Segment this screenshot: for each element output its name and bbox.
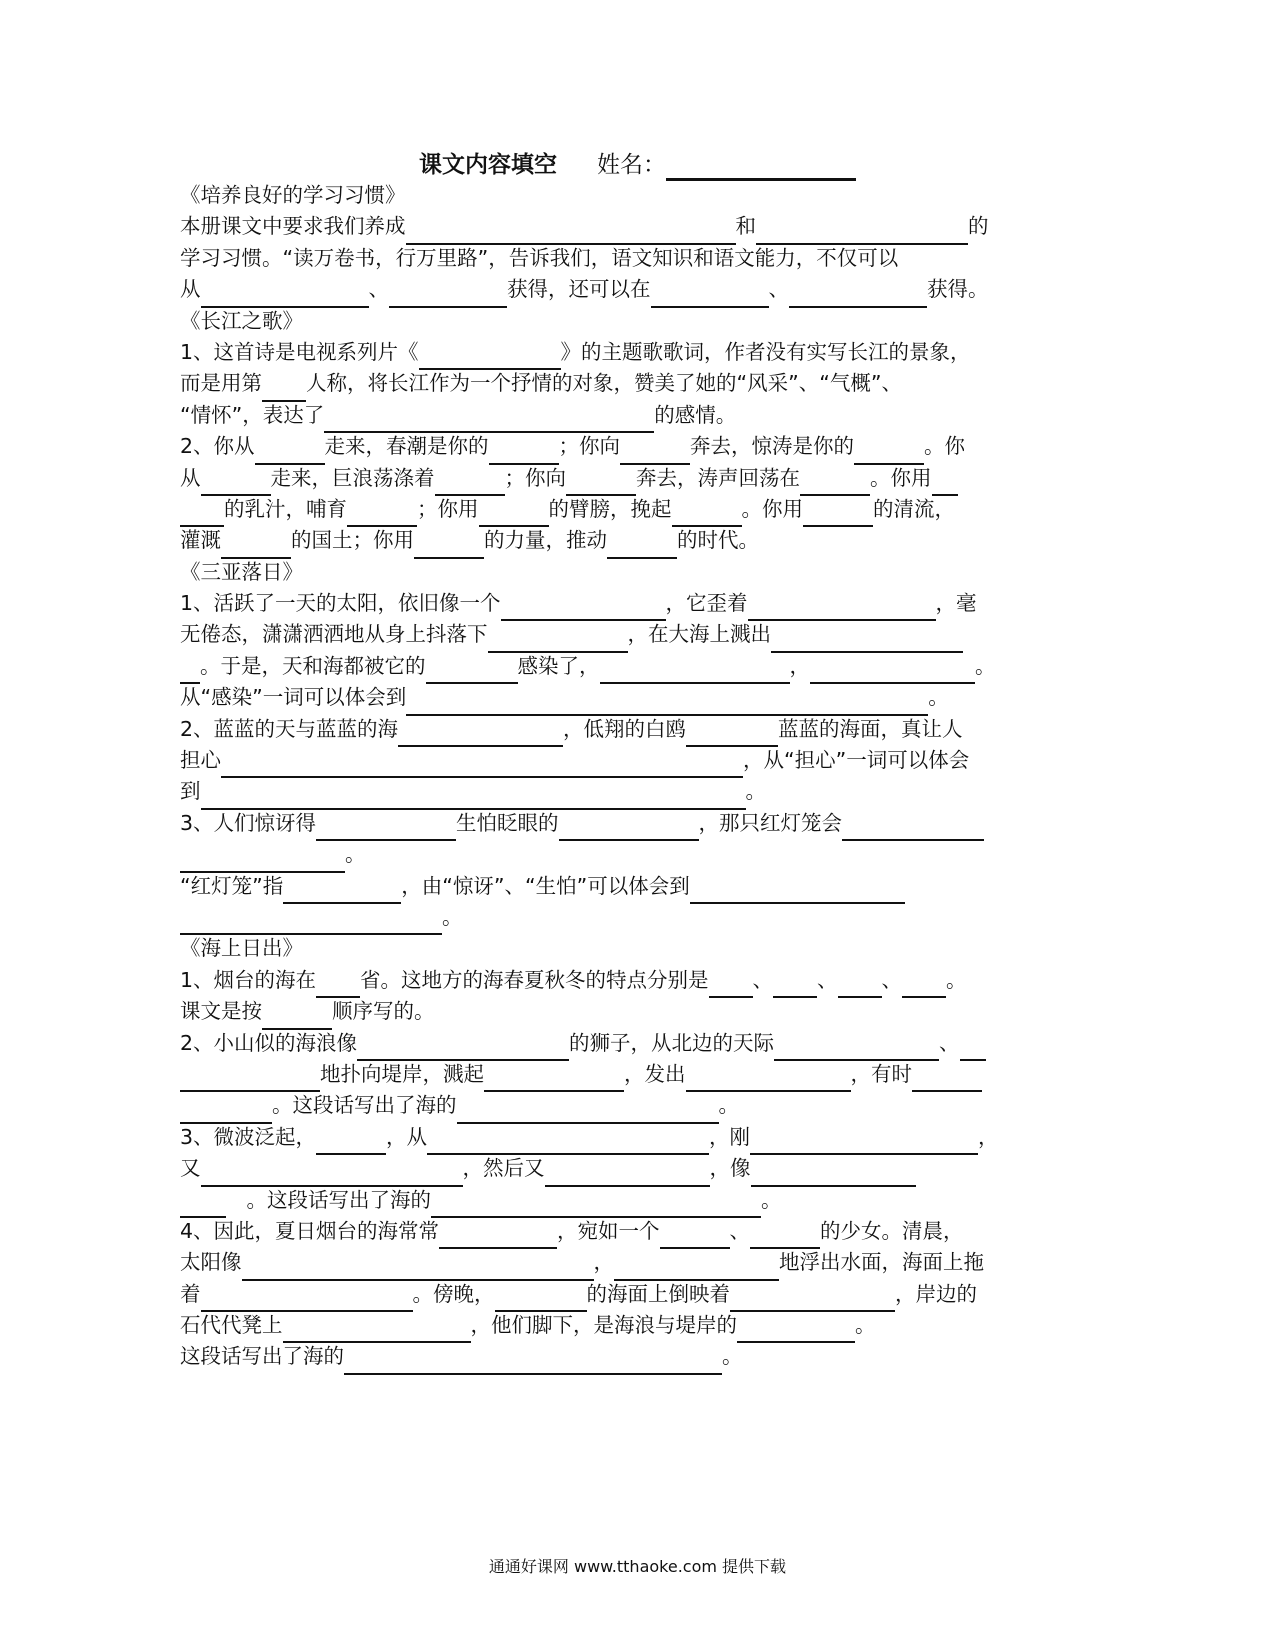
- fill-blank: [457, 1090, 719, 1123]
- fill-blank: [842, 808, 984, 841]
- line-text: 。: [718, 1093, 739, 1118]
- fill-blank: [347, 494, 417, 527]
- text-line: [180, 1185, 1040, 1216]
- text-line: [180, 1122, 1040, 1153]
- line-text: 》的主题歌歌词，作者没有实写长江的景象，: [560, 339, 971, 364]
- fill-blank: [960, 1028, 986, 1061]
- text-line: [180, 494, 1040, 525]
- line-text: 的: [968, 214, 989, 239]
- fill-blank: [283, 1310, 471, 1343]
- fill-blank: [607, 525, 677, 558]
- fill-blank: [854, 431, 924, 464]
- line-text: 获得。: [927, 277, 989, 302]
- line-text: 走来，巨浪荡涤着: [270, 465, 435, 490]
- line-text: 的狮子，从北边的天际: [569, 1030, 775, 1055]
- line-text: 、: [817, 967, 838, 992]
- text-line: [180, 996, 1040, 1027]
- line-text: ，: [593, 1250, 614, 1275]
- fill-blank: [803, 494, 873, 527]
- text-line: [180, 965, 1040, 996]
- line-text: 《海上日出》: [180, 936, 303, 961]
- fill-blank: [902, 965, 946, 998]
- text-line: [180, 180, 1040, 211]
- fill-blank: [495, 1279, 587, 1312]
- fill-blank: [389, 274, 507, 307]
- text-line: [180, 1153, 1040, 1184]
- fill-blank: [748, 588, 936, 621]
- fill-blank: [262, 368, 306, 401]
- fill-blank: [324, 400, 654, 433]
- fill-blank: [660, 1216, 730, 1249]
- line-text: 。: [928, 685, 949, 710]
- line-text: 《培养良好的学习习惯》: [180, 183, 406, 207]
- fill-blank: [426, 651, 518, 684]
- fill-blank: [431, 1185, 761, 1218]
- line-text: 、: [752, 967, 774, 992]
- line-text: ；你向: [558, 434, 621, 459]
- text-line: [180, 337, 1040, 368]
- fill-blank: [838, 965, 882, 998]
- line-text: 从“感染”一词可以体会到: [180, 685, 407, 710]
- fill-blank: [479, 494, 549, 527]
- line-text: ，然后又: [462, 1156, 545, 1181]
- fill-blank: [686, 1059, 851, 1092]
- line-text: 。傍晚，: [412, 1281, 495, 1306]
- line-text: 石代代凳上: [180, 1313, 283, 1338]
- line-text: 感染了，: [517, 653, 600, 678]
- fill-blank: [201, 274, 369, 307]
- line-text: 。于是，天和海都被它的: [200, 653, 426, 678]
- text-line: [180, 463, 1040, 494]
- fill-blank: [651, 274, 769, 307]
- line-text: 1、这首诗是电视系列片《: [180, 339, 419, 364]
- line-text: 无倦态，潇潇洒洒地从身上抖落下: [180, 622, 488, 647]
- text-line: [180, 211, 1040, 242]
- line-text: ，像: [709, 1156, 751, 1181]
- fill-blank: [262, 996, 332, 1029]
- line-text: 的感情。: [654, 402, 737, 427]
- text-line: [180, 525, 1040, 556]
- fill-blank: [255, 431, 325, 464]
- text-line: [180, 619, 1040, 650]
- line-text: 的臂膀，挽起: [548, 496, 672, 521]
- fill-blank: [316, 808, 456, 841]
- fill-blank: [180, 1059, 320, 1092]
- line-text: 这段话写出了海的: [180, 1344, 344, 1369]
- line-text: 、: [768, 277, 789, 302]
- line-text: 。: [761, 1187, 782, 1212]
- text-line: [180, 776, 1040, 807]
- fill-blank: [398, 714, 563, 747]
- fill-blank: [750, 1216, 820, 1249]
- fill-blank: [414, 525, 484, 558]
- line-text: 。这段话写出了海的: [226, 1187, 431, 1212]
- fill-blank: [406, 211, 736, 244]
- line-text: ，发出: [624, 1061, 686, 1086]
- line-text: 生怕眨眼的: [456, 810, 559, 835]
- line-text: 的时代。: [677, 528, 759, 553]
- fill-blank: [730, 1279, 895, 1312]
- line-text: 的少女。清晨，: [820, 1218, 964, 1243]
- fill-blank: [709, 965, 753, 998]
- text-line: [180, 1247, 1040, 1278]
- fill-blank: [559, 808, 699, 841]
- line-text: 灌溉: [180, 528, 221, 553]
- line-text: ，刚: [709, 1124, 751, 1149]
- fill-blank: [620, 431, 690, 464]
- line-text: 2、你从: [180, 434, 255, 459]
- fill-blank: [932, 463, 958, 496]
- fill-blank: [406, 682, 928, 715]
- text-line: [180, 588, 1040, 619]
- line-text: 、: [729, 1218, 751, 1243]
- line-text: “红灯笼”指: [180, 873, 284, 898]
- line-text: 从: [180, 465, 201, 490]
- text-line: [180, 306, 1040, 337]
- fill-blank: [344, 1341, 722, 1374]
- line-text: 的乳汁，哺育: [224, 496, 347, 521]
- text-line: [180, 682, 1040, 713]
- fill-blank: [773, 965, 817, 998]
- fill-blank: [427, 1122, 709, 1155]
- line-text: 3、人们惊讶得: [180, 810, 317, 835]
- line-text: ，岸边的: [895, 1281, 977, 1306]
- line-text: 本册课文中要求我们养成: [180, 214, 406, 239]
- line-text: 着: [180, 1281, 201, 1306]
- fill-blank: [180, 1090, 272, 1123]
- fill-blank: [201, 776, 746, 809]
- text-line: [180, 1310, 1040, 1341]
- line-text: ，从“担心”一词可以体会: [743, 748, 970, 773]
- fill-blank: [419, 337, 561, 370]
- line-text: ，那只红灯笼会: [698, 810, 843, 835]
- fill-blank: [180, 1185, 226, 1218]
- line-text: 蓝蓝的海面，真让人: [778, 716, 963, 741]
- fill-blank: [672, 494, 742, 527]
- line-text: 2、蓝蓝的天与蓝蓝的海: [180, 716, 399, 741]
- line-text: 的清流，: [873, 496, 955, 521]
- line-text: 2、小山似的海浪像: [180, 1030, 358, 1055]
- fill-blank: [545, 1153, 710, 1186]
- fill-blank: [316, 1122, 386, 1155]
- line-text: 课文是按: [180, 999, 262, 1024]
- text-line: [180, 839, 1040, 870]
- name-blank: [666, 152, 856, 181]
- line-text: 、: [368, 277, 389, 302]
- fill-blank: [789, 274, 927, 307]
- line-text: ，毫: [935, 591, 977, 616]
- line-text: “情怀”，表达了: [180, 402, 325, 427]
- fill-blank: [201, 1153, 463, 1186]
- text-line: [180, 1028, 1040, 1059]
- line-text: ，他们脚下，是海浪与堤岸的: [470, 1313, 737, 1338]
- line-text: ，从: [386, 1124, 428, 1149]
- text-line: [180, 808, 1040, 839]
- fill-blank: [242, 1247, 594, 1280]
- text-line: [180, 1090, 1040, 1121]
- text-line: [180, 714, 1040, 745]
- fill-blank: [771, 619, 963, 652]
- line-text: ，由“惊讶”、“生怕”可以体会到: [401, 873, 690, 898]
- fill-blank: [686, 714, 778, 747]
- line-text: ，: [789, 653, 810, 678]
- text-line: [180, 871, 1040, 902]
- line-text: 走来，春潮是你的: [324, 434, 489, 459]
- line-text: 《长江之歌》: [180, 308, 303, 333]
- line-text: 又: [180, 1156, 201, 1181]
- line-text: 地浮出水面，海面上拖: [779, 1250, 984, 1275]
- page-title: 课文内容填空: [419, 152, 557, 178]
- text-line: [180, 274, 1040, 305]
- line-text: 地扑向堤岸，溅起: [320, 1061, 484, 1086]
- text-line: [180, 1341, 1040, 1372]
- text-line: [180, 368, 1040, 399]
- fill-blank: [774, 1028, 939, 1061]
- text-line: [180, 1279, 1040, 1310]
- line-text: 《三亚落日》: [180, 559, 303, 584]
- line-text: 。: [946, 967, 967, 992]
- fill-blank: [221, 745, 743, 778]
- worksheet-body: [180, 180, 1040, 1373]
- text-line: [180, 1059, 1040, 1090]
- fill-blank: [357, 1028, 569, 1061]
- fill-blank: [221, 525, 291, 558]
- line-text: 担心: [180, 748, 221, 773]
- fill-blank: [614, 1247, 779, 1280]
- line-text: 。你: [924, 434, 966, 459]
- text-line: [180, 902, 1040, 933]
- text-line: [180, 400, 1040, 431]
- fill-blank: [600, 651, 790, 684]
- line-text: 。: [745, 779, 766, 804]
- fill-blank: [201, 463, 271, 496]
- fill-blank: [800, 463, 870, 496]
- line-text: 和: [735, 214, 756, 239]
- name-label: 姓名：: [597, 152, 666, 178]
- line-text: 1、烟台的海在: [180, 967, 317, 992]
- line-text: 奔去，惊涛是你的: [690, 434, 855, 459]
- line-text: ，: [978, 1124, 999, 1149]
- line-text: 。: [345, 842, 366, 867]
- text-line: [180, 243, 1040, 274]
- fill-blank: [435, 463, 505, 496]
- line-text: 的国土；你用: [291, 528, 414, 553]
- line-text: 顺序写的。: [332, 999, 435, 1024]
- line-text: 到: [180, 779, 201, 804]
- text-line: [180, 1216, 1040, 1247]
- line-text: 而是用第: [180, 371, 262, 396]
- fill-blank: [751, 1153, 916, 1186]
- fill-blank: [750, 1122, 978, 1155]
- text-line: [180, 651, 1040, 682]
- fill-blank: [180, 494, 224, 527]
- line-text: 4、因此，夏日烟台的海常常: [180, 1218, 440, 1243]
- fill-blank: [283, 871, 401, 904]
- line-text: 、: [881, 967, 903, 992]
- line-text: ，低翔的白鸥: [563, 716, 687, 741]
- line-text: 学习习惯。“读万卷书，行万里路”，告诉我们，语文知识和语文能力，不仅可以: [180, 245, 899, 270]
- fill-blank: [201, 1279, 413, 1312]
- text-line: [180, 557, 1040, 588]
- text-line: [180, 933, 1040, 964]
- fill-blank: [489, 431, 559, 464]
- fill-blank: [316, 965, 360, 998]
- fill-blank: [912, 1059, 982, 1092]
- fill-blank: [737, 1310, 855, 1343]
- fill-blank: [488, 619, 628, 652]
- line-text: 人称，将长江作为一个抒情的对象，赞美了她的“风采”、“气概”、: [306, 371, 902, 396]
- line-text: 1、活跃了一天的太阳，依旧像一个: [180, 591, 501, 616]
- fill-blank: [180, 839, 345, 872]
- line-text: ，有时: [850, 1061, 912, 1086]
- fill-blank: [484, 1059, 624, 1092]
- line-text: 、: [939, 1030, 960, 1055]
- line-text: 。这段话写出了海的: [272, 1093, 457, 1118]
- line-text: 。你用: [870, 465, 932, 490]
- text-line: [180, 431, 1040, 462]
- fill-blank: [566, 463, 636, 496]
- line-text: 获得，还可以在: [507, 277, 651, 302]
- line-text: 太阳像: [180, 1250, 242, 1275]
- fill-blank: [810, 651, 975, 684]
- line-text: ，在大海上溅出: [627, 622, 771, 647]
- fill-blank: [501, 588, 666, 621]
- line-text: 的海面上倒映着: [586, 1281, 730, 1306]
- title-row: [0, 146, 1275, 181]
- fill-blank: [180, 902, 442, 935]
- line-text: 从: [180, 277, 201, 302]
- text-line: [180, 745, 1040, 776]
- fill-blank: [180, 651, 200, 684]
- line-text: 。你用: [741, 496, 803, 521]
- line-text: ，宛如一个: [557, 1218, 660, 1243]
- footer: 通通好课网 www.tthaoke.com 提供下载: [488, 1557, 787, 1576]
- line-text: 奔去，涛声回荡在: [636, 465, 800, 490]
- line-text: 。: [442, 904, 463, 929]
- line-text: ，它歪着: [665, 591, 748, 616]
- fill-blank: [690, 871, 905, 904]
- line-text: 。: [855, 1313, 876, 1338]
- line-text: 省。这地方的海春夏秋冬的特点分别是: [360, 967, 709, 992]
- line-text: ；你向: [504, 465, 566, 490]
- line-text: 。: [975, 653, 996, 678]
- fill-blank: [439, 1216, 557, 1249]
- line-text: ；你用: [417, 496, 479, 521]
- line-text: 的力量，推动: [484, 528, 607, 553]
- line-text: 3、微波泛起，: [180, 1124, 317, 1149]
- fill-blank: [756, 211, 968, 244]
- line-text: 。: [722, 1344, 743, 1369]
